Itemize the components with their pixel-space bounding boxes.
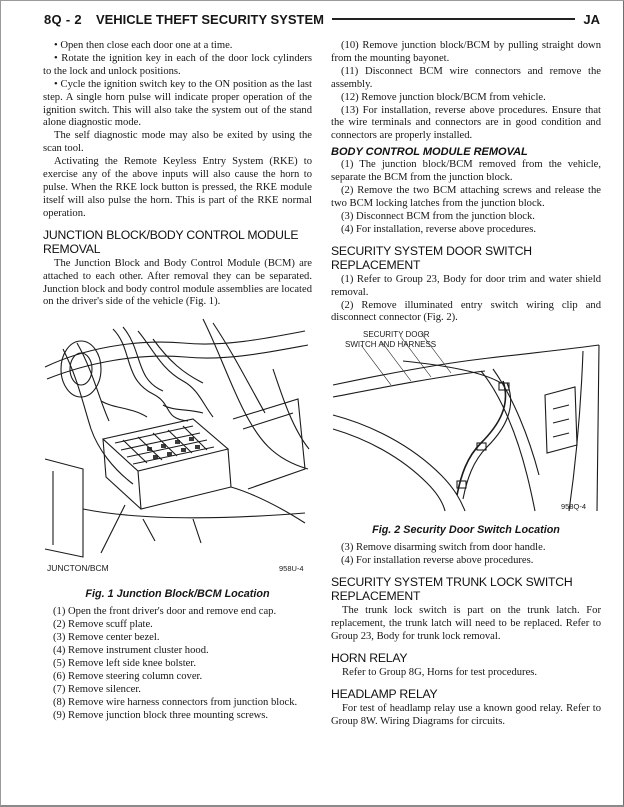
figure-2 [331,325,601,518]
step-item: (4) For installation reverse above procedures. [341,555,534,567]
paragraph: The trunk lock switch is part on the trunk latch. For replacement, the trunk latch will need to be replaced. Refer to Group 23, Body for trunk lock removal. [331,605,601,642]
step-item: (1) Refer to Group 23, Body for door trim and water shield removal. [331,273,601,298]
step-item: (12) Remove junction block/BCM from vehicle. [341,91,546,103]
bullet-item: • Rotate the ignition key in each of the door lock cylinders to the lock and unlock positions. [43,52,312,77]
figure-1-code: 958U-4 [279,564,304,574]
page-header [44,9,600,29]
step-item: (6) Remove steering column cover. [53,670,203,682]
section-heading-junction-block: JUNCTION BLOCK/BODY CONTROL MODULE REMOVAL [43,227,299,256]
step-item: (2) Remove illuminated entry switch wiring clip and disconnect connector (Fig. 2). [331,299,601,324]
bullet-item: • Cycle the ignition switch key to the ON position as the last step. A single horn pulse will indicate proper operation of the ignition switch. This will also take the system out of the stand alone diagnostic mode. [43,78,312,129]
figure-1-label: JUNCTON/BCM [47,563,109,574]
step-item: (4) Remove instrument cluster hood. [53,645,209,657]
section-heading-bcm-removal: BODY CONTROL MODULE REMOVAL [331,146,528,159]
left-column [43,40,312,722]
section-heading-trunk-lock: SECURITY SYSTEM TRUNK LOCK SWITCH REPLACEMENT [331,575,573,604]
step-item: (3) Remove center bezel. [53,632,160,644]
figure-2-caption: Fig. 2 Security Door Switch Location [372,524,560,537]
step-item: (2) Remove the two BCM attaching screws and release the two BCM locking latches from the junction block. [331,185,601,209]
paragraph: The self diagnostic mode may also be exited by using the scan tool. [43,130,312,155]
right-column [331,40,601,729]
page-title: VEHICLE THEFT SECURITY SYSTEM [95,11,324,27]
section-heading-door-switch: SECURITY SYSTEM DOOR SWITCH REPLACEMENT [331,243,532,272]
step-item: (4) For installation, reverse above procedures. [341,223,537,235]
figure-1 [43,309,312,582]
step-item: (10) Remove junction block/BCM by pulling straight down from the mounting bayonet. [331,40,601,64]
section-heading-horn-relay: HORN RELAY [331,650,408,665]
step-item: (8) Remove wire harness connectors from junction block. [53,696,298,708]
page-number: 8Q - 2 [44,11,82,27]
paragraph: Activating the Remote Keyless Entry System (RKE) to exercise any of the above inputs will also cause the horn to pulse. When the RKE lock button is pressed, the RKE module itself will also pulse the horn. This is part of the RKE normal operation. [43,156,312,219]
step-item: (5) Remove left side knee bolster. [53,657,196,669]
paragraph: The Junction Block and Body Control Module (BCM) are attached to each other. After removal they can be separated. Junction block and body control module assemblies are located on the driver's side of the vehicle (Fig. 1). [43,257,312,308]
step-item: (2) Remove scuff plate. [53,619,153,631]
figure-2-code: 958Q-4 [561,502,587,512]
step-item: (9) Remove junction block three mounting screws. [53,709,269,721]
junction-block-illustration [43,309,312,577]
step-item: (13) For installation, reverse above procedures. Ensure that the wire terminals and connectors are in good condition and connectors are properly installed. [331,104,601,142]
paragraph: For test of headlamp relay use a known good relay. Refer to Group 8W. Wiring Diagrams for circuits. [331,702,601,727]
step-item: (3) Remove disarming switch from door handle. [341,542,546,554]
step-item: (1) Open the front driver's door and remove end cap. [53,606,277,618]
figure-2-label-line1: SECURITY DOOR [363,330,430,340]
step-item: (7) Remove silencer. [53,683,141,695]
step-item: (3) Disconnect BCM from the junction block. [341,210,535,222]
step-item: (1) The junction block/BCM removed from the vehicle, separate the BCM from the junction block. [331,159,601,184]
section-heading-headlamp-relay: HEADLAMP RELAY [331,686,438,701]
bullet-item: • Open then close each door one at a time. [54,40,233,51]
door-switch-illustration [331,325,601,513]
paragraph: Refer to Group 8G, Horns for test procedures. [342,666,538,678]
step-item: (11) Disconnect BCM wire connectors and remove the assembly. [331,65,601,90]
book-code: JA [583,11,600,27]
header-rule [332,18,575,20]
figure-2-label-line2: SWITCH AND HARNESS [345,340,437,350]
figure-1-caption: Fig. 1 Junction Block/BCM Location [85,588,270,601]
